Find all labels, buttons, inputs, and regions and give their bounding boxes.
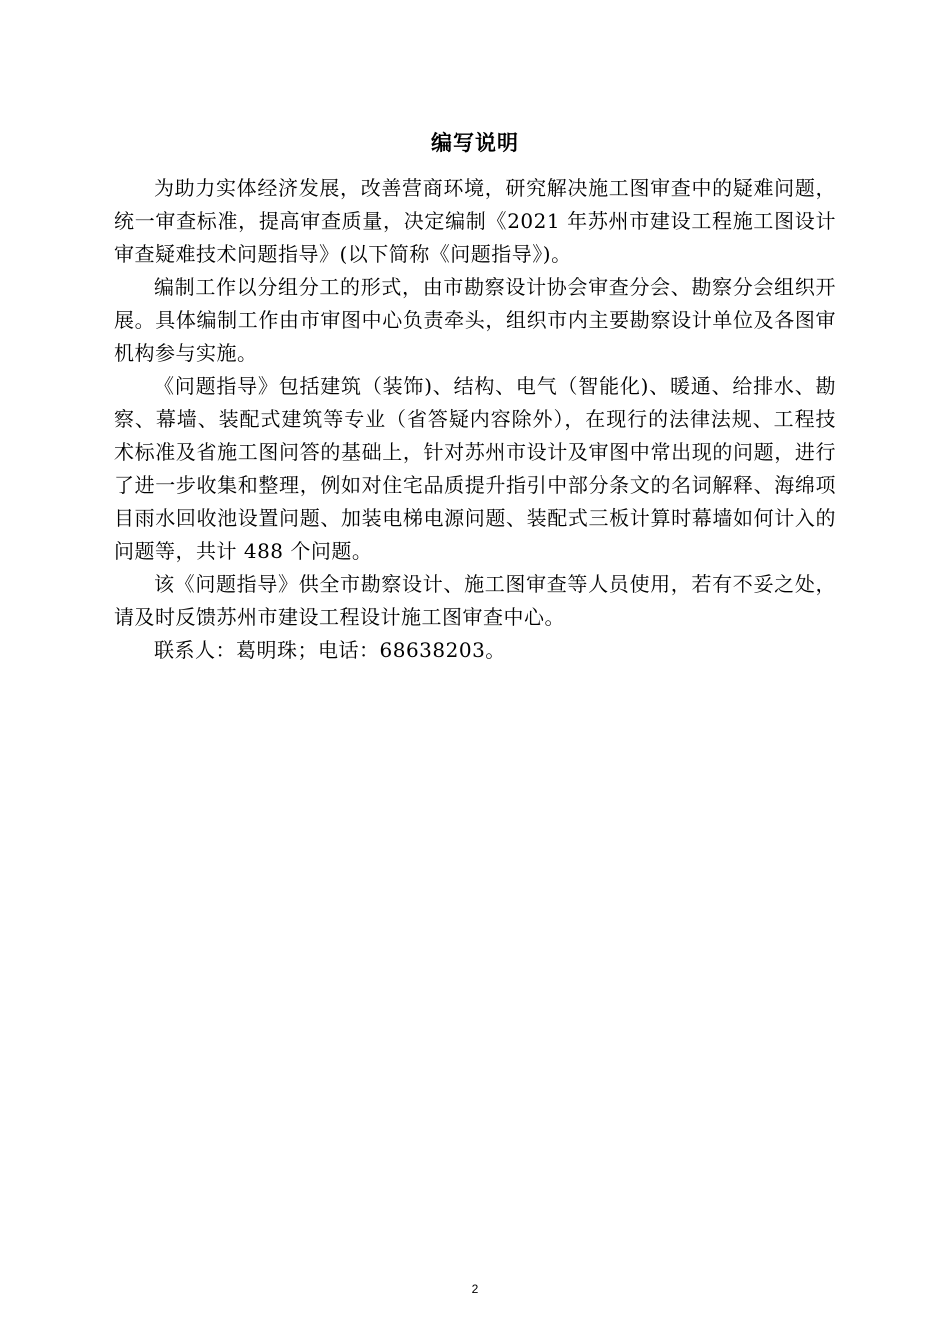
paragraph-purpose: 为助力实体经济发展，改善营商环境，研究解决施工图审查中的疑难问题，统一审查标准，提高审查质量，决定编制《2021 年苏州市建设工程施工图设计审查疑难技术问题指导》(以下简称《问题指导》)。 — [114, 176, 836, 266]
page-number: 2 — [471, 1282, 479, 1296]
paragraph-usage: 该《问题指导》供全市勘察设计、施工图审查等人员使用，若有不妥之处，请及时反馈苏州市建设工程设计施工图审查中心。 — [114, 572, 836, 629]
paragraph-contact: 联系人：葛明珠；电话：68638203。 — [154, 638, 506, 662]
document-body — [114, 172, 836, 667]
paragraph-organization: 编制工作以分组分工的形式，由市勘察设计协会审查分会、勘察分会组织开展。具体编制工作由市审图中心负责牵头，组织市内主要勘察设计单位及各图审机构参与实施。 — [114, 275, 836, 365]
paragraph-scope: 《问题指导》包括建筑（装饰)、结构、电气（智能化)、暖通、给排水、勘察、幕墙、装配式建筑等专业（省答疑内容除外），在现行的法律法规、工程技术标准及省施工图问答的基础上，针对苏州市设计及审图中常出现的问题，进行了进一步收集和整理，例如对住宅品质提升指引中部分条文的名词解释、海绵项目雨水回收池设置问题、加装电梯电源问题、装配式三板计算时幕墙如何计入的问题等，共计 488 个问题。 — [114, 374, 836, 563]
document-title: 编写说明 — [431, 131, 519, 155]
